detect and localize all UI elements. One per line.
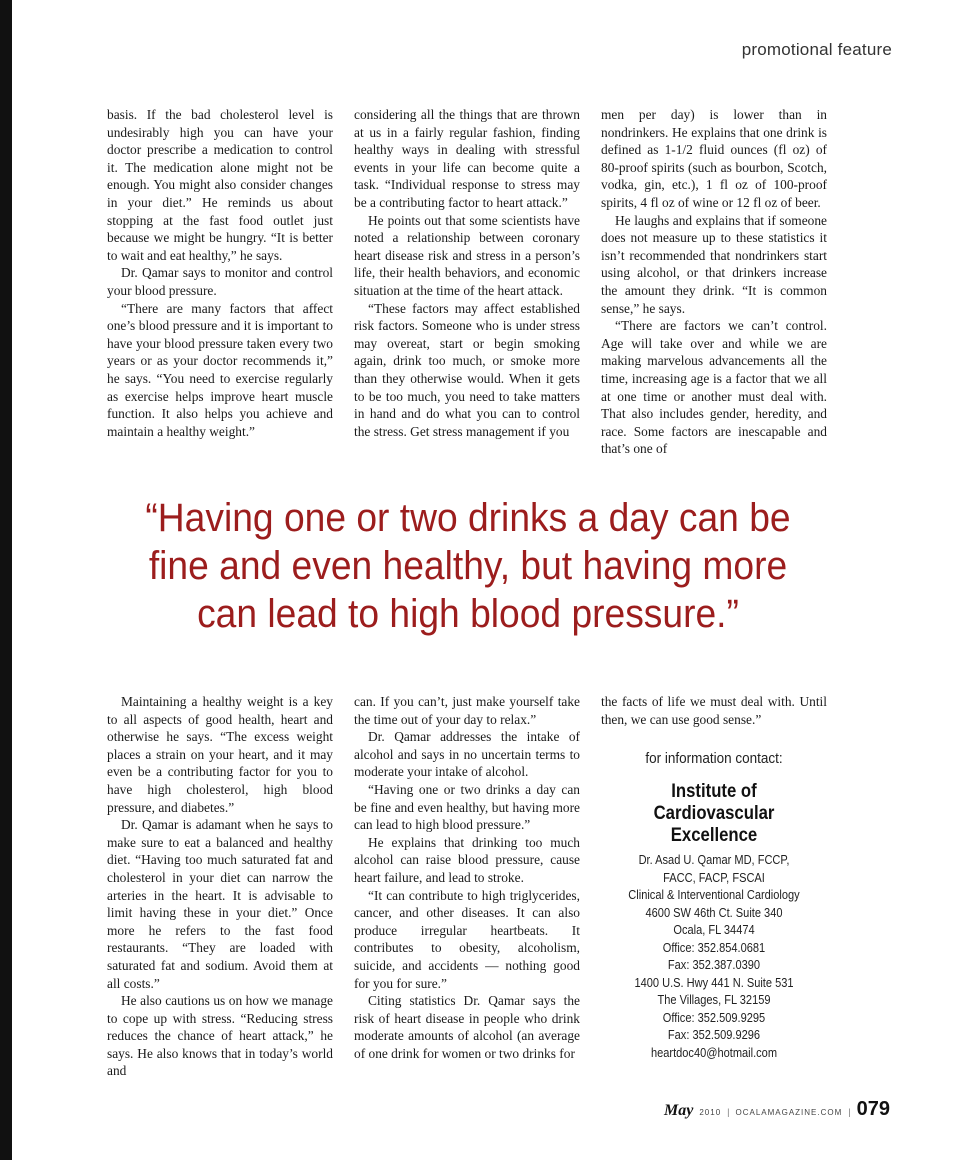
article-paragraph: Citing statistics Dr. Qamar says the risk of heart disease in people who drink moderate amounts of alcohol (an average of one drink for women or two drinks for <box>354 993 580 1061</box>
article-paragraph: “It can contribute to high triglycerides, cancer, and other diseases. It can also produce irregular heartbeats. It contributes to obesity, alcoholism, suicide, and accidents — nothing good for you for sure.” <box>354 887 580 991</box>
contact-lines <box>601 851 827 1061</box>
article-column-top-2 <box>354 106 580 444</box>
left-edge-bar <box>0 0 12 1160</box>
contact-line: FACC, FACP, FSCAI <box>663 869 765 885</box>
footer-month: May <box>664 1102 694 1119</box>
article-paragraph: the facts of life we must deal with. Until then, we can use good sense.” <box>601 694 827 727</box>
pull-quote: “Having one or two drinks a day can be fine and even healthy, but having more can lead to high blood pressure.” <box>145 496 791 636</box>
article-paragraph: Maintaining a healthy weight is a key to all aspects of good health, heart and otherwise he says. “The excess weight places a strain on your heart, and it may even be a contributing factor for you to have high cholesterol, high blood pressure, and diabetes.” <box>107 694 333 815</box>
article-column-top-3 <box>601 106 827 457</box>
footer-site: OCALAMAGAZINE.COM <box>735 1108 843 1117</box>
article-paragraph: considering all the things that are thrown at us in a fairly regular fashion, finding healthy ways in dealing with stressful events in your life can become quite a task. “Individual response to stress may be a contributing factor to heart attack.” <box>354 107 580 210</box>
contact-line: The Villages, FL 32159 <box>657 992 771 1007</box>
article-paragraph: He also cautions us on how we manage to cope up with stress. “Reducing stress reduces the chance of heart attack,” he says. He also knows that in today’s world and <box>107 993 333 1079</box>
footer-separator: | <box>848 1107 851 1117</box>
contact-line: Office: 352.854.0681 <box>662 939 766 955</box>
article-paragraph: Dr. Qamar addresses the intake of alcohol and says in no uncertain terms to moderate your intake of alcohol. <box>354 729 580 780</box>
contact-line: Clinical & Interventional Cardiology <box>628 887 800 902</box>
article-paragraph: Dr. Qamar says to monitor and control your blood pressure. <box>107 265 333 298</box>
contact-line: Fax: 352.509.9296 <box>667 1027 761 1042</box>
article-paragraph: Dr. Qamar is adamant when he says to make sure to eat a balanced and healthy diet. “Having too much saturated fat and cholesterol in your diet can narrow the arteries in the heart. It is advisable to limit having these in your diet.” Once more he refers to the fast food restaurants. “They are loaded with saturated fat and sodium. Avoid them at all costs.” <box>107 817 333 991</box>
contact-line: Fax: 352.387.0390 <box>667 957 761 972</box>
page-footer <box>664 1098 890 1121</box>
article-paragraph: basis. If the bad cholesterol level is undesirably high you can have your doctor prescribe a medication to control it. The medication alone might not be enough. You might also consider changes in your diet.” He reminds us about stopping at the fast food outlet just because we might be hungry. “It is better to wait and eat healthy,” he says. <box>107 107 333 263</box>
contact-heading: for information contact: <box>645 750 783 767</box>
article-column-bottom-2 <box>354 693 580 1062</box>
contact-line: Ocala, FL 34474 <box>673 922 755 937</box>
footer-separator: | <box>727 1107 730 1117</box>
article-paragraph: “These factors may affect established risk factors. Someone who is under stress may overeat, start or begin smoking again, drink too much, or smoke more than they otherwise would. When it gets to be too much, you need to take matters in hand and do what you can to control the stress. Get stress management if you <box>354 300 580 439</box>
contact-line: 1400 U.S. Hwy 441 N. Suite 531 <box>634 974 794 990</box>
article-paragraph: “Having one or two drinks a day can be fine and even healthy, but having more can lead to high blood pressure.” <box>354 781 580 833</box>
article-column-bottom-3 <box>601 693 827 728</box>
footer-year: 2010 <box>699 1108 722 1117</box>
article-paragraph: “There are factors we can’t control. Age will take over and while we are making marvelous advancements all the time, increasing age is a factor that we all at one time or another must deal with. That also includes gender, heredity, and race. Some factors are inescapable and that’s one of <box>601 318 827 457</box>
article-paragraph: He laughs and explains that if someone does not measure up to these statistics it isn’t recommended that nondrinkers start using alcohol, or that drinkers increase the amount they drink. “It is common sense,” he says. <box>601 212 827 316</box>
article-paragraph: can. If you can’t, just make yourself take the time out of your day to relax.” <box>354 694 580 727</box>
institution-name: Institute of Cardiovascular Excellence <box>653 781 775 846</box>
page-number: 079 <box>856 1098 890 1120</box>
contact-line: heartdoc40@hotmail.com <box>650 1044 778 1060</box>
article-paragraph: He explains that drinking too much alcohol can raise blood pressure, cause heart failure, and lead to stroke. <box>354 834 580 885</box>
article-column-bottom-1 <box>107 693 333 1080</box>
contact-line: Office: 352.509.9295 <box>662 1009 766 1025</box>
contact-line: Dr. Asad U. Qamar MD, FCCP, <box>638 852 790 867</box>
article-column-top-1 <box>107 106 333 444</box>
article-paragraph: He points out that some scientists have noted a relationship between coronary heart disease risk and stress in a person’s life, their health behaviors, and economic situation at the time of the heart attack. <box>354 212 580 298</box>
contact-line: 4600 SW 46th Ct. Suite 340 <box>645 904 783 920</box>
article-paragraph: “There are many factors that affect one’s blood pressure and it is important to have your blood pressure taken every two years or as your doctor recommends it,” he says. “You need to exercise regularly as exercise helps improve heart muscle function. It also helps you achieve and maintain a healthy weight.” <box>107 300 333 439</box>
article-paragraph: men per day) is lower than in nondrinkers. He explains that one drink is defined as 1-1/2 fluid ounces (fl oz) of 80-proof spirits (such as bourbon, Scotch, vodka, gin, etc.), 1 fl oz of 100-proof spirits, 4 fl oz of wine or 12 fl oz of beer. <box>601 107 827 210</box>
section-label: promotional feature <box>741 40 892 59</box>
contact-box <box>601 750 827 1061</box>
